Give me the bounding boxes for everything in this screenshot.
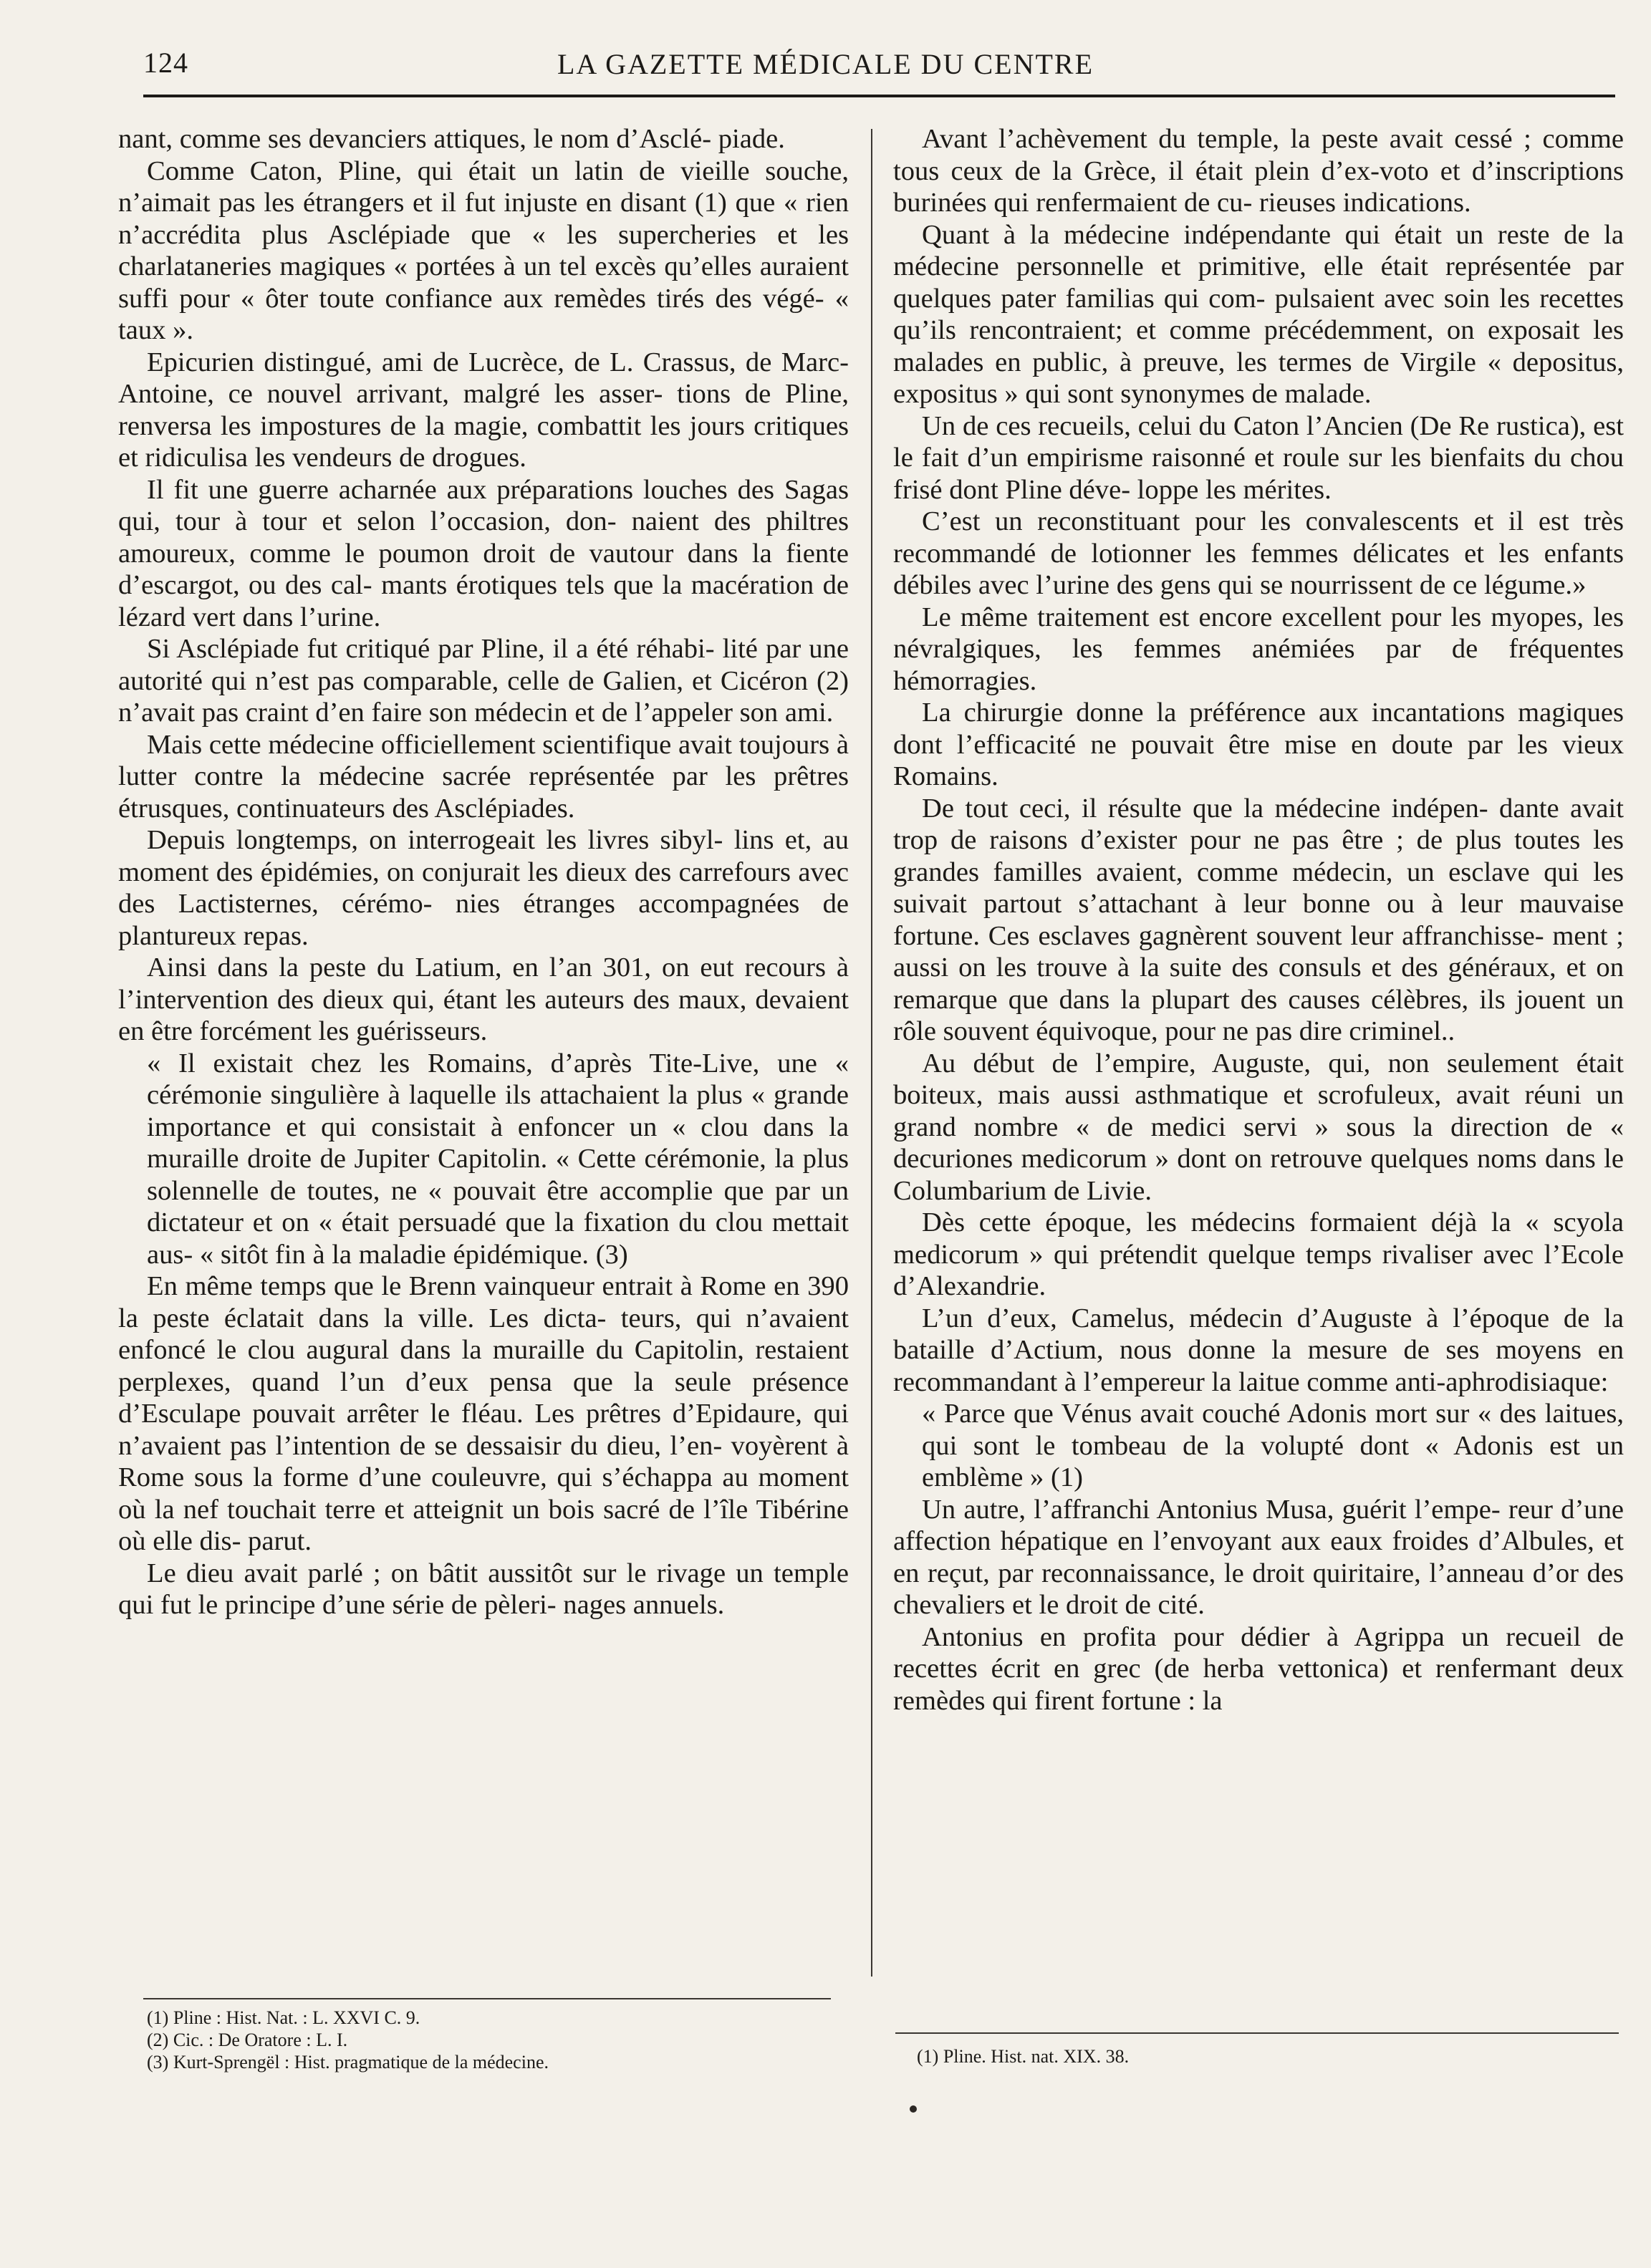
footnotes-left (147, 2007, 549, 2073)
paragraph: En même temps que le Brenn vainqueur entrait à Rome en 390 la peste éclatait dans la ville. Les dicta- teurs, qui n’avaient enfoncé le clou augural dans la muraille du Capitolin, restaient perplexes, quand l’un d’eux pensa que la seule présence d’Esculape pouvait arrêter le fléau. Les prêtres d’Epidaure, qui n’avaient pas l’intention de se dessaisir du dieu, l’en- voyèrent à Rome sous la forme d’une couleuvre, qui s’échappa au moment où la nef touchait terre et atteignit un bois sacré de l’île Tibérine où elle dis- parut. (118, 1271, 849, 1556)
footnote-rule-left (143, 1998, 831, 1999)
column-divider (871, 129, 872, 1977)
paragraph: De tout ceci, il résulte que la médecine indépen- dante avait trop de raisons d’exister pour ne pas être ; de plus toutes les grandes familles avaient, comme médecin, un esclave qui les suivait partout s’attachant à leur bonne ou à leur mauvaise fortune. Ces esclaves gagnèrent souvent leur affranchisse- ment ; aussi on les trouve à la suite des consuls et des généraux, et on remarque que dans la plupart des causes célèbres, ils jouent un rôle souvent équivoque, pour ne pas dire criminel.. (893, 793, 1624, 1046)
paragraph: Ainsi dans la peste du Latium, en l’an 301, on eut recours à l’intervention des dieux qui, étant les auteurs des maux, devaient en être forcément les guérisseurs. (118, 952, 849, 1046)
footnote: (2) Cic. : De Oratore : L. I. (147, 2030, 348, 2050)
paragraph: Avant l’achèvement du temple, la peste avait cessé ; comme tous ceux de la Grèce, il était plein d’ex-voto et d’inscriptions burinées qui renfermaient de cu- rieuses indications. (893, 124, 1624, 218)
footnote: (1) Pline : Hist. Nat. : L. XXVI C. 9. (147, 2007, 420, 2028)
paragraph: Le même traitement est encore excellent pour les myopes, les névralgiques, les femmes anémiées par de fréquentes hémorragies. (893, 602, 1624, 696)
paragraph: Un de ces recueils, celui du Caton l’Ancien (De Re rustica), est le fait d’un empirisme raisonné et roule sur les bienfaits du chou frisé dont Pline déve- loppe les mérites. (893, 410, 1624, 505)
paragraph: La chirurgie donne la préférence aux incantations magiques dont l’efficacité ne pouvait être mise en doute par les vieux Romains. (893, 698, 1624, 791)
paragraph: Epicurien distingué, ami de Lucrèce, de L. Crassus, de Marc-Antoine, ce nouvel arrivant, malgré les asser- tions de Pline, renversa les impostures de la magie, combattit les jours critiques et ridiculisa les vendeurs de drogues. (118, 347, 849, 473)
quote-paragraph: « Parce que Vénus avait couché Adonis mort sur « des laitues, qui sont le tombeau de la volupté dont « Adonis est un emblème » (1) (922, 1399, 1624, 1492)
footnotes-right (917, 2045, 1129, 2067)
journal-title: LA GAZETTE MÉDICALE DU CENTRE (557, 48, 1094, 80)
paragraph: nant, comme ses devanciers attiques, le nom d’Asclé- piade. (118, 124, 785, 154)
page-number: 124 (143, 47, 188, 79)
paragraph: L’un d’eux, Camelus, médecin d’Auguste à l’époque de la bataille d’Actium, nous donne la mesure de ses moyens en recommandant à l’empereur la laitue comme anti-aphrodisiaque: (893, 1303, 1624, 1397)
paragraph: Depuis longtemps, on interrogeait les livres sibyl- lins et, au moment des épidémies, on conjurait les dieux des carrefours avec des Lactisternes, cérémo- nies étranges accompagnées de plantureux repas. (118, 825, 849, 951)
footnote-rule-right (895, 2032, 1619, 2034)
paragraph: Le dieu avait parlé ; on bâtit aussitôt sur le rivage un temple qui fut le principe d’une série de pèleri- nages annuels. (118, 1558, 849, 1620)
paragraph: Antonius en profita pour dédier à Agrippa un recueil de recettes écrit en grec (de herba vettonica) et renfermant deux remèdes qui firent fortune : la (893, 1621, 1624, 1716)
ink-speck (910, 2105, 917, 2113)
right-column (893, 123, 1624, 1717)
footnote: (1) Pline. Hist. nat. XIX. 38. (917, 2046, 1130, 2067)
paragraph: Au début de l’empire, Auguste, qui, non seulement était boiteux, mais aussi asthmatique et scrofuleux, avait réuni un grand nombre « de medici servi » sous la direction de « decuriones medicorum » dont on retrouve quelques noms dans le Columbarium de Livie. (893, 1048, 1624, 1206)
paragraph: Mais cette médecine officiellement scientifique avait toujours à lutter contre la médecine sacrée représentée par les prêtres étrusques, continuateurs des Asclépiades. (118, 729, 849, 824)
paragraph: Dès cette époque, les médecins formaient déjà la « scyola medicorum » qui prétendit quelque temps rivaliser avec l’Ecole d’Alexandrie. (893, 1207, 1624, 1301)
paragraph: Si Asclépiade fut critiqué par Pline, il a été réhabi- lité par une autorité qui n’est pas comparable, celle de Galien, et Cicéron (2) n’avait pas craint d’en faire son médecin et de l’appeler son ami. (118, 634, 849, 728)
quote-paragraph: « Il existait chez les Romains, d’après Tite-Live, une « cérémonie singulière à laquelle ils attachaient la plus « grande importance et qui consistait à enfoncer un « clou dans la muraille droite de Jupiter Capitolin. « Cette cérémonie, la plus solennelle de toutes, ne « pouvait être accomplie que par un dictateur et on « était persuadé que la fixation du clou mettait aus- « sitôt fin à la maladie épidémique. (3) (147, 1048, 849, 1270)
paragraph: Un autre, l’affranchi Antonius Musa, guérit l’empe- reur d’une affection hépatique en l’envoyant aux eaux froides d’Albules, et en reçut, par reconnaissance, le droit quiritaire, l’anneau d’or des chevaliers et le droit de cité. (893, 1494, 1624, 1620)
paragraph: Quant à la médecine indépendante qui était un reste de la médecine personnelle et primitive, elle était représentée par quelques pater familias qui com- pulsaient avec soin les recettes qu’ils rencontraient; et comme précédemment, on exposait les malades en public, à preuve, les termes de Virgile « depositus, expositus » qui sont synonymes de malade. (893, 219, 1624, 409)
left-column (118, 123, 849, 1621)
paragraph: Comme Caton, Pline, qui était un latin de vieille souche, n’aimait pas les étrangers et il fut injuste en disant (1) que « rien n’accrédita plus Asclépiade que « les supercheries et les charlataneries magiques « portées à un tel excès qu’elles auraient suffi pour « ôter toute confiance aux remèdes tirés des végé- « taux ». (118, 155, 849, 345)
footnote: (3) Kurt-Sprengël : Hist. pragmatique de la médecine. (147, 2052, 549, 2072)
paragraph: Il fit une guerre acharnée aux préparations louches des Sagas qui, tour à tour et selon l’occasion, don- naient des philtres amoureux, comme le poumon droit de vautour dans la fiente d’escargot, ou des cal- mants érotiques tels que la macération de lézard vert dans l’urine. (118, 474, 849, 632)
paragraph: C’est un reconstituant pour les convalescents et il est très recommandé de lotionner les femmes délicates et les enfants débiles avec l’urine des gens qui se nourrissent de ce légume.» (893, 506, 1624, 600)
header-rule (143, 95, 1615, 97)
